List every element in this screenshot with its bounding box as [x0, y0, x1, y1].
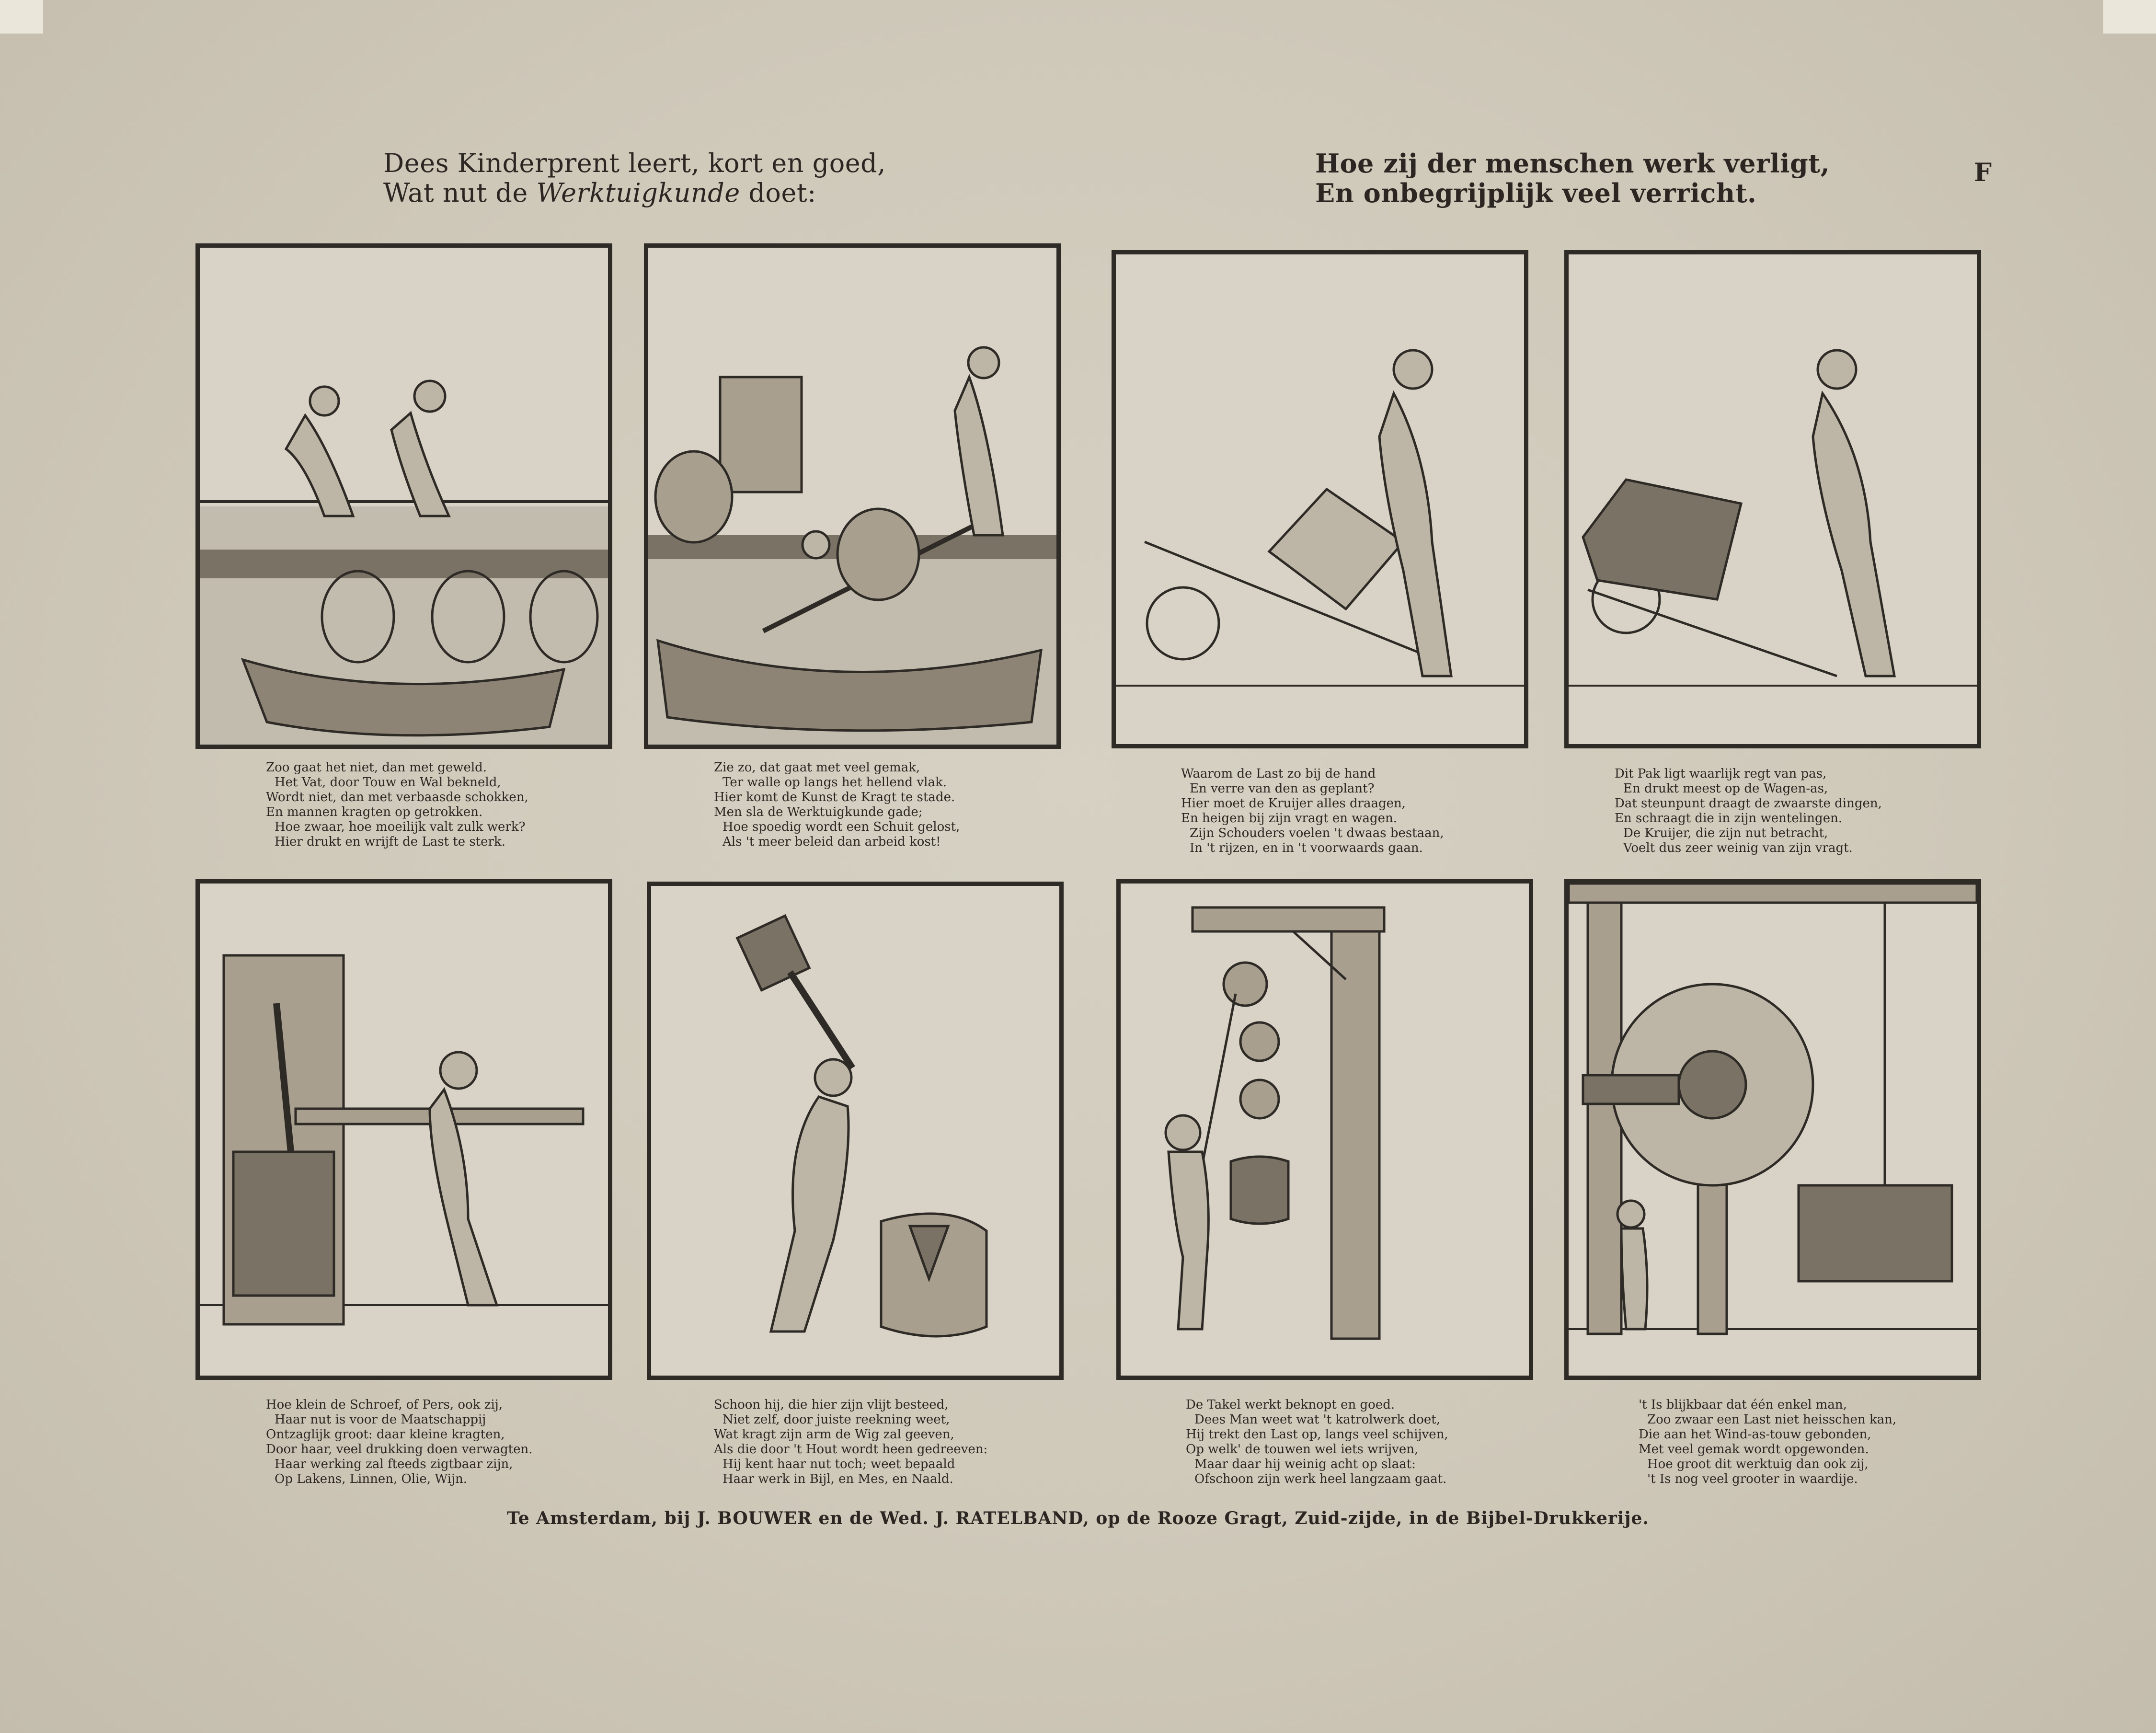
caption-line: Hij kent haar nut toch; weet bepaald — [722, 1457, 955, 1471]
woodcut-panel-wedge — [647, 882, 1064, 1380]
heading-left-line2 — [383, 178, 886, 208]
caption-line: Haar werking zal fteeds zigtbaar zijn, — [275, 1457, 513, 1471]
caption-line: Hoe groot dit werktuig dan ook zij, — [1647, 1457, 1869, 1471]
heading-text: Wat nut de — [383, 178, 537, 208]
woodcut-illustration — [1121, 884, 1529, 1376]
caption-line: Waarom de Last zo bij de hand — [1181, 767, 1376, 781]
woodcut-illustration — [200, 248, 608, 745]
caption-line: Hier komt de Kunst de Kragt te stade. — [714, 790, 955, 804]
caption-line: Als 't meer beleid dan arbeid kost! — [722, 835, 941, 849]
sheet-letter: F — [1974, 158, 1992, 187]
caption-line: Men sla de Werktuigkunde gade; — [714, 805, 923, 819]
mounting-tape — [2103, 0, 2156, 34]
caption-line: En schraagt die in zijn wentelingen. — [1615, 811, 1843, 826]
woodcut-panel-windlass — [1564, 879, 1981, 1380]
caption-line: Schoon hij, die hier zijn vlijt besteed, — [714, 1398, 949, 1412]
caption-line: Zoo zwaar een Last niet heisschen kan, — [1647, 1412, 1897, 1427]
caption-line: Hoe spoedig wordt een Schuit gelost, — [722, 820, 960, 834]
woodcut-panel-pulley — [1116, 879, 1533, 1380]
woodcut-illustration — [648, 248, 1056, 745]
caption-line: Niet zelf, door juiste reekning weet, — [722, 1412, 950, 1427]
caption-line: Zie zo, dat gaat met veel gemak, — [714, 760, 920, 775]
mounting-tape — [0, 0, 43, 34]
caption-panel-6 — [714, 1398, 1135, 1487]
caption-line: Zijn Schouders voelen 't dwaas bestaan, — [1190, 826, 1444, 840]
caption-line: De Takel werkt beknopt en goed. — [1186, 1398, 1395, 1412]
woodcut-panel-wheelbarrow-balanced — [1564, 250, 1981, 748]
caption-panel-5 — [266, 1398, 688, 1487]
caption-line: Hoe klein de Schroef, of Pers, ook zij, — [266, 1398, 503, 1412]
caption-line: Ofschoon zijn werk heel langzaam gaat. — [1194, 1472, 1447, 1486]
heading-emphasis: Werktuigkunde — [536, 178, 740, 208]
caption-line: Door haar, veel drukking doen verwagten. — [266, 1442, 533, 1457]
caption-line: Dees Man weet wat 't katrolwerk doet, — [1194, 1412, 1441, 1427]
heading-left-line1: Dees Kinderprent leert, kort en goed, — [383, 148, 886, 178]
caption-line: Ontzaglijk groot: daar kleine kragten, — [266, 1427, 505, 1442]
caption-line: Voelt dus zeer weinig van zijn vragt. — [1623, 841, 1853, 855]
caption-line: Dat steunpunt draagt de zwaarste dingen, — [1615, 796, 1882, 811]
caption-line: 't Is blijkbaar dat één enkel man, — [1639, 1398, 1847, 1412]
woodcut-illustration — [200, 884, 608, 1376]
woodcut-panel-barrel-rope — [195, 243, 612, 749]
caption-panel-2 — [714, 760, 1135, 849]
caption-line: Zoo gaat het niet, dan met geweld. — [266, 760, 487, 775]
caption-line: In 't rijzen, en in 't voorwaards gaan. — [1190, 841, 1423, 855]
caption-line: 't Is nog veel grooter in waardije. — [1647, 1472, 1858, 1486]
caption-line: En heigen bij zijn vragt en wagen. — [1181, 811, 1398, 826]
caption-line: Haar nut is voor de Maatschappij — [275, 1412, 486, 1427]
publisher-imprint: Te Amsterdam, bij J. BOUWER en de Wed. J. RATELBAND, op de Rooze Gragt, Zuid-zijde, in de Bijbel-Drukkerije. — [507, 1508, 1649, 1528]
caption-panel-1 — [266, 760, 688, 849]
caption-line: Dit Pak ligt waarlijk regt van pas, — [1615, 767, 1827, 781]
heading-right-line2: En onbegrijplijk veel verricht. — [1315, 178, 1757, 208]
caption-line: Het Vat, door Touw en Wal bekneld, — [275, 775, 501, 790]
heading-text: doet: — [740, 178, 816, 208]
woodcut-illustration — [1569, 884, 1977, 1376]
woodcut-illustration — [1569, 254, 1977, 744]
caption-line: Met veel gemak wordt opgewonden. — [1639, 1442, 1869, 1457]
woodcut-panel-wheelbarrow-heavy — [1112, 250, 1528, 748]
caption-line: Als die door 't Hout wordt heen gedreeven: — [714, 1442, 988, 1457]
caption-line: Wordt niet, dan met verbaasde schokken, — [266, 790, 528, 804]
woodcut-illustration — [1116, 254, 1524, 744]
woodcut-illustration — [651, 886, 1059, 1376]
caption-line: Op welk' de touwen wel iets wrijven, — [1186, 1442, 1419, 1457]
caption-line: Hier moet de Kruijer alles draagen, — [1181, 796, 1406, 811]
caption-line: En drukt meest op de Wagen-as, — [1623, 781, 1828, 796]
woodcut-panel-inclined-plane — [644, 243, 1061, 749]
caption-line: Die aan het Wind-as-touw gebonden, — [1639, 1427, 1871, 1442]
caption-panel-8 — [1639, 1398, 2060, 1487]
caption-line: Maar daar hij weinig acht op slaat: — [1194, 1457, 1416, 1471]
caption-line: Ter walle op langs het hellend vlak. — [722, 775, 947, 790]
heading-right — [1315, 149, 1830, 208]
heading-right-line1: Hoe zij der menschen werk verligt, — [1315, 148, 1830, 179]
caption-line: Wat kragt zijn arm de Wig zal geeven, — [714, 1427, 954, 1442]
caption-line: De Kruijer, die zijn nut betracht, — [1623, 826, 1828, 840]
caption-line: En mannen kragten op getrokken. — [266, 805, 483, 819]
caption-line: Hier drukt en wrijft de Last te sterk. — [275, 835, 505, 849]
caption-panel-3 — [1181, 767, 1603, 856]
heading-left — [383, 149, 886, 208]
caption-line: Haar werk in Bijl, en Mes, en Naald. — [722, 1472, 953, 1486]
caption-panel-4 — [1615, 767, 2036, 856]
caption-line: En verre van den as geplant? — [1190, 781, 1375, 796]
caption-line: Hoe zwaar, hoe moeilijk valt zulk werk? — [275, 820, 526, 834]
woodcut-panel-screw-press — [195, 879, 612, 1380]
caption-panel-7 — [1186, 1398, 1607, 1487]
caption-line: Hij trekt den Last op, langs veel schijven, — [1186, 1427, 1448, 1442]
caption-line: Op Lakens, Linnen, Olie, Wijn. — [275, 1472, 467, 1486]
